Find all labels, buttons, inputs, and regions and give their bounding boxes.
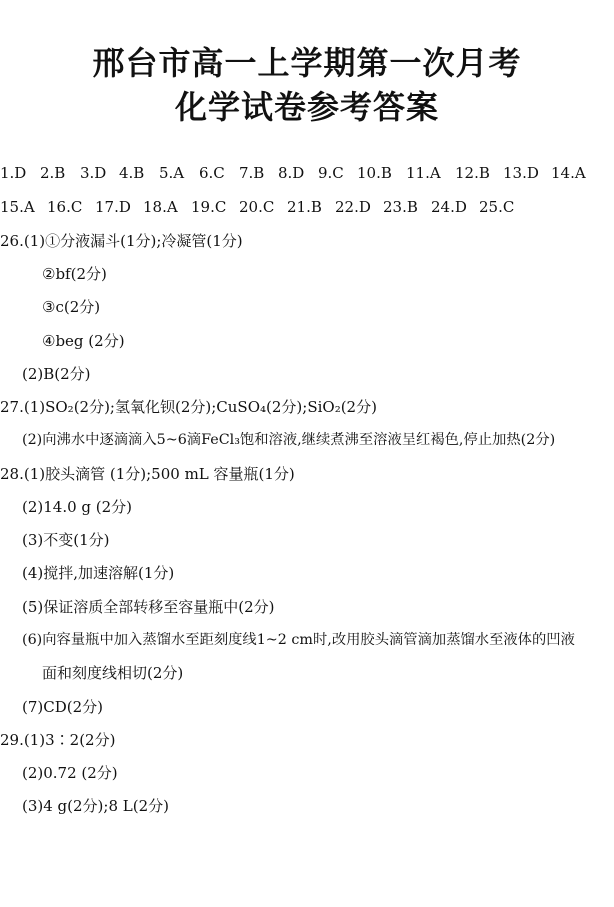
mc-answer: 10.B (357, 164, 392, 182)
q27-part1-line: 27.(1)SO₂(2分);氢氧化钡(2分);CuSO₄(2分);SiO₂(2分) (0, 398, 377, 416)
q28-part4-line: (4)搅拌,加速溶解(1分) (22, 564, 175, 582)
mc-answer: 13.D (503, 164, 539, 182)
mc-answer: 25.C (479, 198, 515, 216)
mc-answer: 23.B (383, 198, 418, 216)
mc-answer: 22.D (335, 198, 371, 216)
mc-answer: 3.D (80, 164, 107, 182)
mc-answer: 17.D (95, 198, 131, 216)
q28-part2-line: (2)14.0 g (2分) (22, 498, 133, 516)
mc-answer: 11.A (406, 164, 441, 182)
mc-answer: 1.D (0, 164, 27, 182)
q26-part1-line: 26.(1)①分液漏斗(1分);冷凝管(1分) (0, 232, 243, 250)
mc-answer: 18.A (143, 198, 178, 216)
mc-answer: 6.C (199, 164, 225, 182)
q29-part2-line: (2)0.72 (2分) (22, 764, 118, 782)
q26-part2-line: (2)B(2分) (22, 365, 91, 383)
mc-answer: 12.B (455, 164, 490, 182)
mc-answer: 20.C (239, 198, 275, 216)
mc-answer: 7.B (239, 164, 265, 182)
mc-answers-row-1 (0, 162, 614, 184)
mc-answer: 8.D (278, 164, 305, 182)
q26-part1-item3: ③c(2分) (42, 298, 101, 316)
q28-part6-continuation: 面和刻度线相切(2分) (42, 664, 184, 682)
mc-answer: 5.A (159, 164, 185, 182)
q26-part1-item2: ②bf(2分) (42, 265, 107, 283)
q29-part1-line: 29.(1)3∶2(2分) (0, 731, 116, 749)
q28-part1-line: 28.(1)胶头滴管 (1分);500 mL 容量瓶(1分) (0, 465, 295, 483)
page-subtitle: 化学试卷参考答案 (174, 88, 439, 126)
q28-part6-line: (6)向容量瓶中加入蒸馏水至距刻度线1~2 cm时,改用胶头滴管滴加蒸馏水至液体的凹液 (22, 632, 575, 648)
mc-answer: 16.C (47, 198, 83, 216)
q29-part3-line: (3)4 g(2分);8 L(2分) (22, 797, 169, 815)
mc-answer: 14.A (551, 164, 586, 182)
q28-part3-line: (3)不变(1分) (22, 531, 110, 549)
q28-part7-line: (7)CD(2分) (22, 698, 103, 716)
page-title: 邢台市高一上学期第一次月考 (92, 44, 522, 82)
q26-part1-item4: ④beg (2分) (42, 332, 125, 350)
q27-part2-line: (2)向沸水中逐滴滴入5~6滴FeCl₃饱和溶液,继续煮沸至溶液呈红褐色,停止加热(2分) (22, 432, 556, 448)
mc-answer: 2.B (40, 164, 66, 182)
mc-answers-row-2 (0, 196, 614, 218)
mc-answer: 21.B (287, 198, 322, 216)
mc-answer: 15.A (0, 198, 35, 216)
mc-answer: 19.C (191, 198, 227, 216)
q28-part5-line: (5)保证溶质全部转移至容量瓶中(2分) (22, 598, 275, 616)
mc-answer: 24.D (431, 198, 467, 216)
mc-answer: 4.B (119, 164, 145, 182)
mc-answer: 9.C (318, 164, 344, 182)
